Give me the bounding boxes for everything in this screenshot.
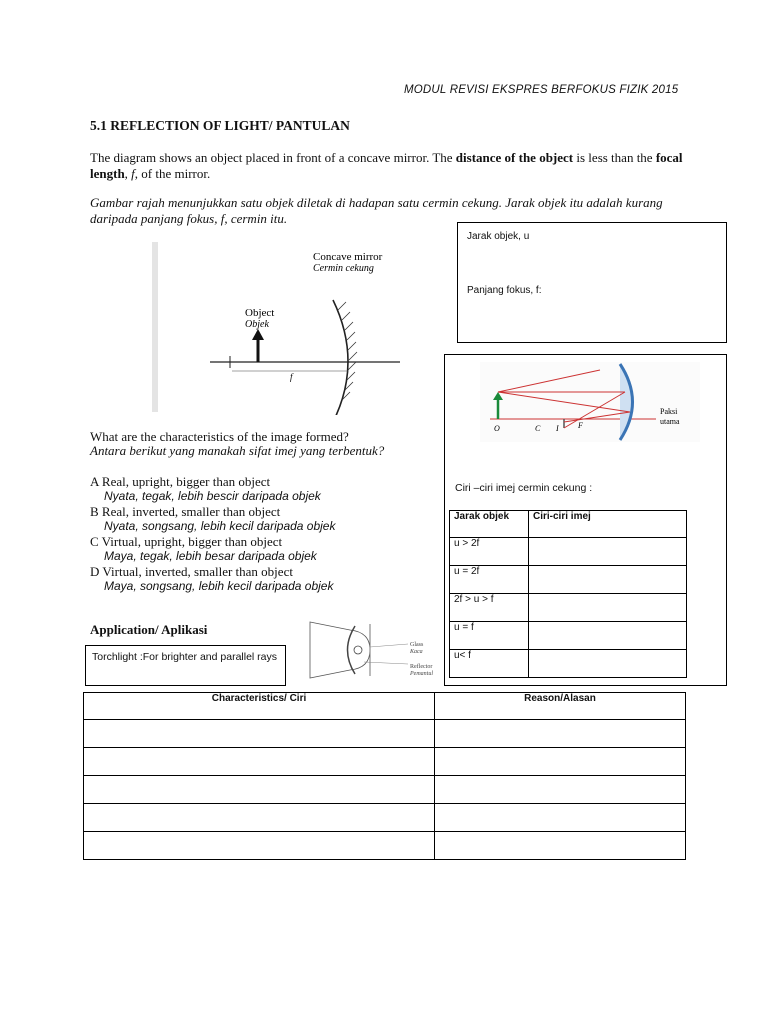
table-row [84,804,686,832]
concave-mirror-diagram [150,240,410,415]
option-d[interactable]: D Virtual, inverted, smaller than object Maya, songsang, lebih kecil daripada objek [90,564,334,593]
info-line-distance: Jarak objek, u [467,231,530,242]
scan-edge [152,242,158,412]
section-title: 5.1 REFLECTION OF LIGHT/ PANTULAN [90,118,350,133]
intro-malay: Gambar rajah menunjukkan satu objek diletak di hadapan satu cermin cekung. Jarak objek itu adalah kurang daripada panjang fokus, f, cermin itu. [90,195,663,226]
distance-cell: u< f [450,650,529,678]
distance-cell: 2f > u > f [450,594,529,622]
object-label-malay: Objek [245,319,269,330]
mirror-label: Concave mirror [313,251,383,263]
characteristics-table [83,692,686,860]
ciri-title: Ciri –ciri imej cermin cekung : [455,482,593,494]
reason-cell[interactable] [435,720,686,748]
answer-cell[interactable] [529,594,687,622]
header-reason: Reason/Alasan [435,693,686,720]
reflector-label-malay: Pemantul [410,671,433,677]
ciri-header-characteristics: Ciri-ciri imej [529,511,687,538]
reason-cell[interactable] [435,776,686,804]
reason-cell[interactable] [435,804,686,832]
mirror-label-malay: Cermin cekung [313,263,374,274]
glass-label: Glass [410,642,424,648]
reason-cell[interactable] [435,748,686,776]
characteristic-cell[interactable] [84,804,435,832]
options-list [90,474,335,594]
table-row [450,594,687,622]
table-row [450,566,687,594]
answer-cell[interactable] [529,622,687,650]
ray-diagram [480,362,716,442]
concave-mirror [333,300,348,415]
axis-label-2: utama [660,417,680,426]
answer-cell[interactable] [529,538,687,566]
table-row [84,748,686,776]
torch-body [310,622,370,678]
distance-cell: u = 2f [450,566,529,594]
f-label: f [290,372,293,382]
page-header: MODUL REVISI EKSPRES BERFOKUS FIZIK 2015 [404,84,679,96]
torchlight-box: Torchlight :For brighter and parallel rays [85,645,286,686]
label-i: I [556,424,559,433]
option-b[interactable]: B Real, inverted, smaller than object Nyata, songsang, lebih kecil daripada objek [90,504,336,533]
question-malay: Antara berikut yang manakah sifat imej yang terbentuk? [90,443,385,458]
application-title: Application/ Aplikasi [90,622,208,637]
ciri-table [449,510,687,678]
info-box [457,222,727,343]
info-line-focal: Panjang fokus, f: [467,285,542,296]
object-arrow-head [252,329,264,340]
option-c[interactable]: C Virtual, upright, bigger than object Maya, tegak, lebih besar daripada objek [90,534,317,563]
table-row [84,832,686,860]
ciri-header-distance: Jarak objek [450,511,529,538]
table-row [450,538,687,566]
characteristic-cell[interactable] [84,776,435,804]
torchlight-diagram [300,612,440,688]
option-a[interactable]: A Real, upright, bigger than object Nyata, tegak, lebih bescir daripada objek [90,474,321,503]
label-c: C [535,424,541,433]
label-f: F [578,421,583,430]
distance-cell: u = f [450,622,529,650]
glass-label-malay: Kaca [410,649,423,655]
reflector-label: Reflector [410,664,433,670]
header-characteristics: Characteristics/ Ciri [84,693,435,720]
intro-english: The diagram shows an object placed in front of a concave mirror. The distance of the object is less than the focal length, f, of the mirror. [90,150,683,181]
bulb [354,646,362,654]
label-o: O [494,424,500,433]
characteristic-cell[interactable] [84,748,435,776]
table-row [84,776,686,804]
question-english: What are the characteristics of the image formed? [90,429,349,444]
answer-cell[interactable] [529,650,687,678]
object-label: Object [245,307,275,319]
table-row [84,720,686,748]
answer-cell[interactable] [529,566,687,594]
question [90,430,384,458]
characteristic-cell[interactable] [84,720,435,748]
characteristic-cell[interactable] [84,832,435,860]
table-row [450,650,687,678]
table-row [450,622,687,650]
distance-cell: u > 2f [450,538,529,566]
axis-label-1: Paksi [660,407,678,416]
reason-cell[interactable] [435,832,686,860]
